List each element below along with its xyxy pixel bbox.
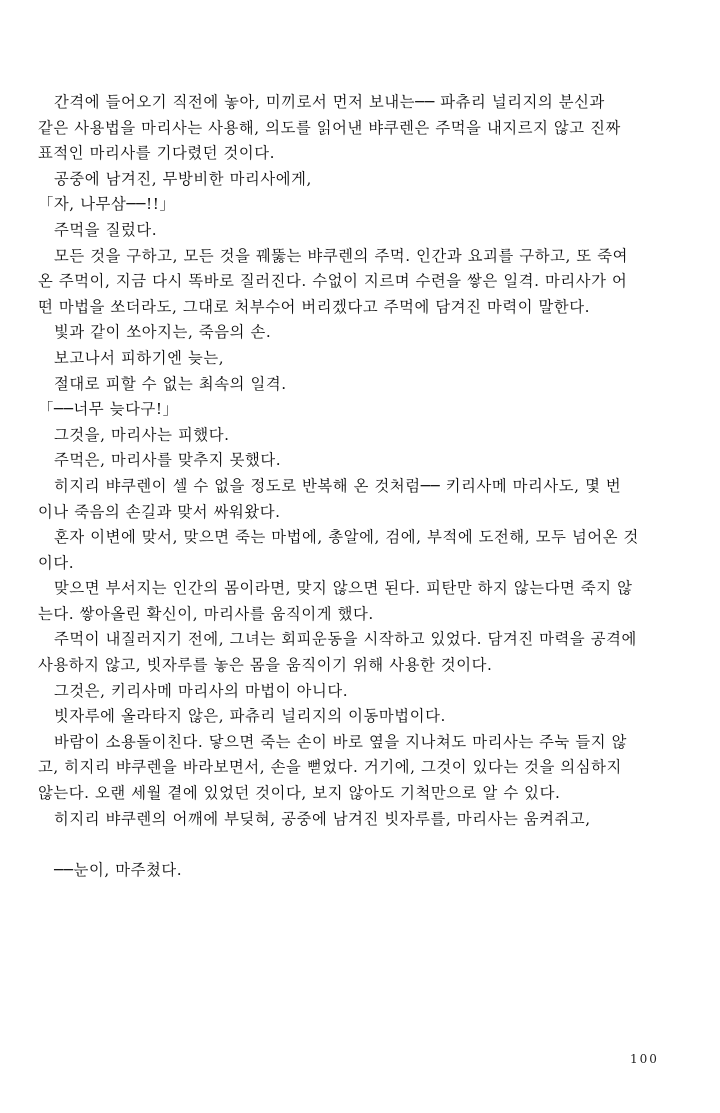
text-line: 히지리 뱌쿠렌의 어깨에 부딪혀, 공중에 남겨진 빗자루를, 마리사는 움켜쥐고,: [54, 809, 591, 828]
text-line: 표적인 마리사를 기다렸던 것이다.: [38, 144, 276, 163]
text-line: 이나 죽음의 손길과 맞서 싸워왔다.: [38, 502, 281, 521]
text-line: 간격에 들어오기 직전에 놓아, 미끼로서 먼저 보내는── 파츄리 널리지의 분신과: [54, 93, 605, 111]
text-line: 그것을, 마리사는 피했다.: [54, 425, 230, 444]
text-line: 「──너무 늦다구!」: [38, 400, 179, 419]
text-line: 빗자루에 올라타지 않은, 파츄리 널리지의 이동마법이다.: [54, 707, 446, 726]
text-line: 히지리 뱌쿠렌이 셀 수 없을 정도로 반복해 온 것처럼── 키리사메 마리사도, 몇 번: [54, 476, 622, 495]
text-line: 주먹은, 마리사를 맞추지 못했다.: [54, 451, 282, 470]
text-line: 그것은, 키리사메 마리사의 마법이 아니다.: [54, 681, 349, 700]
text-line: 보고나서 피하기엔 늦는,: [54, 348, 225, 367]
closing-line: ──눈이, 마주쳤다.: [54, 860, 183, 879]
text-line: 떤 마법을 쏘더라도, 그대로 처부수어 버리겠다고 주먹에 담겨진 마력이 말한다.: [38, 297, 591, 316]
text-line: 바람이 소용돌이친다. 닿으면 죽는 손이 바로 옆을 지나쳐도 마리사는 주눅 들지 않: [54, 732, 627, 751]
text-line: 빛과 같이 쏘아지는, 죽음의 손.: [54, 323, 272, 342]
text-line: 「자, 나무삼──!!」: [38, 195, 176, 214]
text-line: 사용하지 않고, 빗자루를 놓은 몸을 움직이기 위해 사용한 것이다.: [38, 656, 493, 675]
page-number: 100: [630, 1052, 659, 1066]
text-line: 온 주먹이, 지금 다시 똑바로 질러진다. 수없이 지르며 수련을 쌓은 일격. 마리사가 어: [38, 272, 628, 291]
text-line: 주먹이 내질러지기 전에, 그녀는 회피운동을 시작하고 있었다. 담겨진 마력을 공격에: [54, 630, 637, 649]
text-line: 공중에 남겨진, 무방비한 마리사에게,: [54, 169, 312, 188]
text-line: 혼자 이변에 맞서, 맞으면 죽는 마법에, 총알에, 검에, 부적에 도전해, 모두 넘어온 것: [54, 528, 639, 547]
text-line: 절대로 피할 수 없는 최속의 일격.: [54, 374, 287, 393]
text-line: 는다. 쌓아올린 확신이, 마리사를 움직이게 했다.: [38, 604, 374, 623]
text-line: 모든 것을 구하고, 모든 것을 꿰뚫는 뱌쿠렌의 주먹. 인간과 요괴를 구하고, 또 죽여: [54, 246, 628, 265]
text-line: 이다.: [38, 553, 75, 572]
text-line: 같은 사용법을 마리사는 사용해, 의도를 읽어낸 뱌쿠렌은 주먹을 내지르지 않고 진짜: [38, 118, 621, 137]
blank-line: [38, 832, 688, 858]
document-body: [38, 90, 688, 883]
text-line: 않는다. 오랜 세월 곁에 있었던 것이다, 보지 않아도 기척만으로 알 수 있다.: [38, 784, 561, 803]
text-line: 맞으면 부서지는 인간의 몸이라면, 맞지 않으면 된다. 피탄만 하지 않는다면 죽지 않: [54, 579, 633, 598]
text-line: 주먹을 질렀다.: [54, 220, 158, 239]
text-line: 고, 히지리 뱌쿠렌을 바라보면서, 손을 뻗었다. 거기에, 그것이 있다는 것을 의심하지: [38, 758, 622, 777]
